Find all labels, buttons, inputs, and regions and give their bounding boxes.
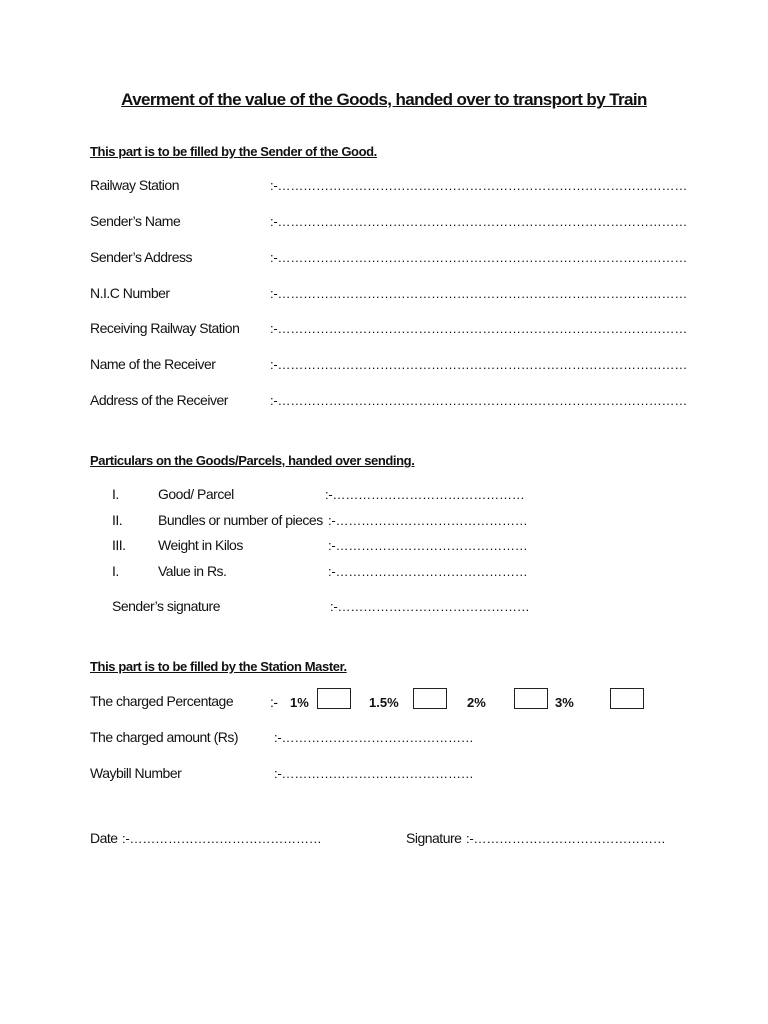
value-field[interactable]: :-……………………………………… — [328, 564, 528, 579]
percent-option-3: 3% — [555, 695, 574, 710]
charged-percentage-label: The charged Percentage — [90, 693, 234, 709]
sender-name-label: Sender’s Name — [90, 213, 181, 229]
charged-amount-field[interactable]: :-……………………………………… — [274, 730, 474, 745]
receiving-station-label: Receiving Railway Station — [90, 320, 240, 336]
goods-item-numeral: I. — [112, 486, 119, 502]
good-parcel-label: Good/ Parcel — [158, 486, 234, 502]
goods-section-heading: Particulars on the Goods/Parcels, handed over sending. — [90, 453, 415, 468]
pieces-field[interactable]: :-……………………………………… — [328, 513, 528, 528]
value-label: Value in Rs. — [158, 563, 227, 579]
goods-item-numeral: II. — [112, 512, 123, 528]
nic-number-field[interactable]: :-…………………………………………………………………………………… — [270, 286, 688, 301]
receiver-name-label: Name of the Receiver — [90, 356, 216, 372]
charged-amount-label: The charged amount (Rs) — [90, 729, 239, 745]
good-parcel-field[interactable]: :-……………………………………… — [325, 487, 525, 502]
receiver-name-field[interactable]: :-…………………………………………………………………………………… — [270, 357, 688, 372]
percent-3-checkbox[interactable] — [610, 688, 644, 709]
waybill-field[interactable]: :-……………………………………… — [274, 766, 474, 781]
percent-1-5-checkbox[interactable] — [413, 688, 447, 709]
sender-section-heading: This part is to be filled by the Sender of the Good. — [90, 144, 377, 159]
percent-option-2: 2% — [467, 695, 486, 710]
sender-address-field[interactable]: :-…………………………………………………………………………………… — [270, 250, 688, 265]
charged-percentage-separator: :- — [270, 694, 278, 710]
footer-signature-field[interactable]: :-……………………………………… — [466, 831, 666, 846]
percent-1-checkbox[interactable] — [317, 688, 351, 709]
waybill-label: Waybill Number — [90, 765, 182, 781]
date-field[interactable]: :-……………………………………… — [122, 831, 322, 846]
station-section-heading: This part is to be filled by the Station Master. — [90, 659, 347, 674]
goods-item-numeral: I. — [112, 563, 119, 579]
pieces-label: Bundles or number of pieces — [158, 512, 323, 528]
goods-item-numeral: III. — [112, 537, 126, 553]
date-label: Date — [90, 830, 118, 846]
weight-field[interactable]: :-……………………………………… — [328, 538, 528, 553]
percent-2-checkbox[interactable] — [514, 688, 548, 709]
sender-address-label: Sender’s Address — [90, 249, 192, 265]
form-title: Averment of the value of the Goods, handed over to transport by Train — [121, 90, 647, 109]
footer-signature-label: Signature — [406, 830, 462, 846]
receiver-address-label: Address of the Receiver — [90, 392, 228, 408]
sender-signature-field[interactable]: :-……………………………………… — [330, 599, 530, 614]
railway-station-field[interactable]: :-…………………………………………………………………………………… — [270, 178, 688, 193]
nic-number-label: N.I.C Number — [90, 285, 170, 301]
sender-signature-label: Sender’s signature — [112, 598, 221, 614]
percent-option-1-5: 1.5% — [369, 695, 399, 710]
weight-label: Weight in Kilos — [158, 537, 243, 553]
railway-station-label: Railway Station — [90, 177, 179, 193]
receiver-address-field[interactable]: :-…………………………………………………………………………………… — [270, 393, 688, 408]
percent-option-1: 1% — [290, 695, 309, 710]
sender-name-field[interactable]: :-…………………………………………………………………………………… — [270, 214, 688, 229]
receiving-station-field[interactable]: :-…………………………………………………………………………………… — [270, 321, 688, 336]
